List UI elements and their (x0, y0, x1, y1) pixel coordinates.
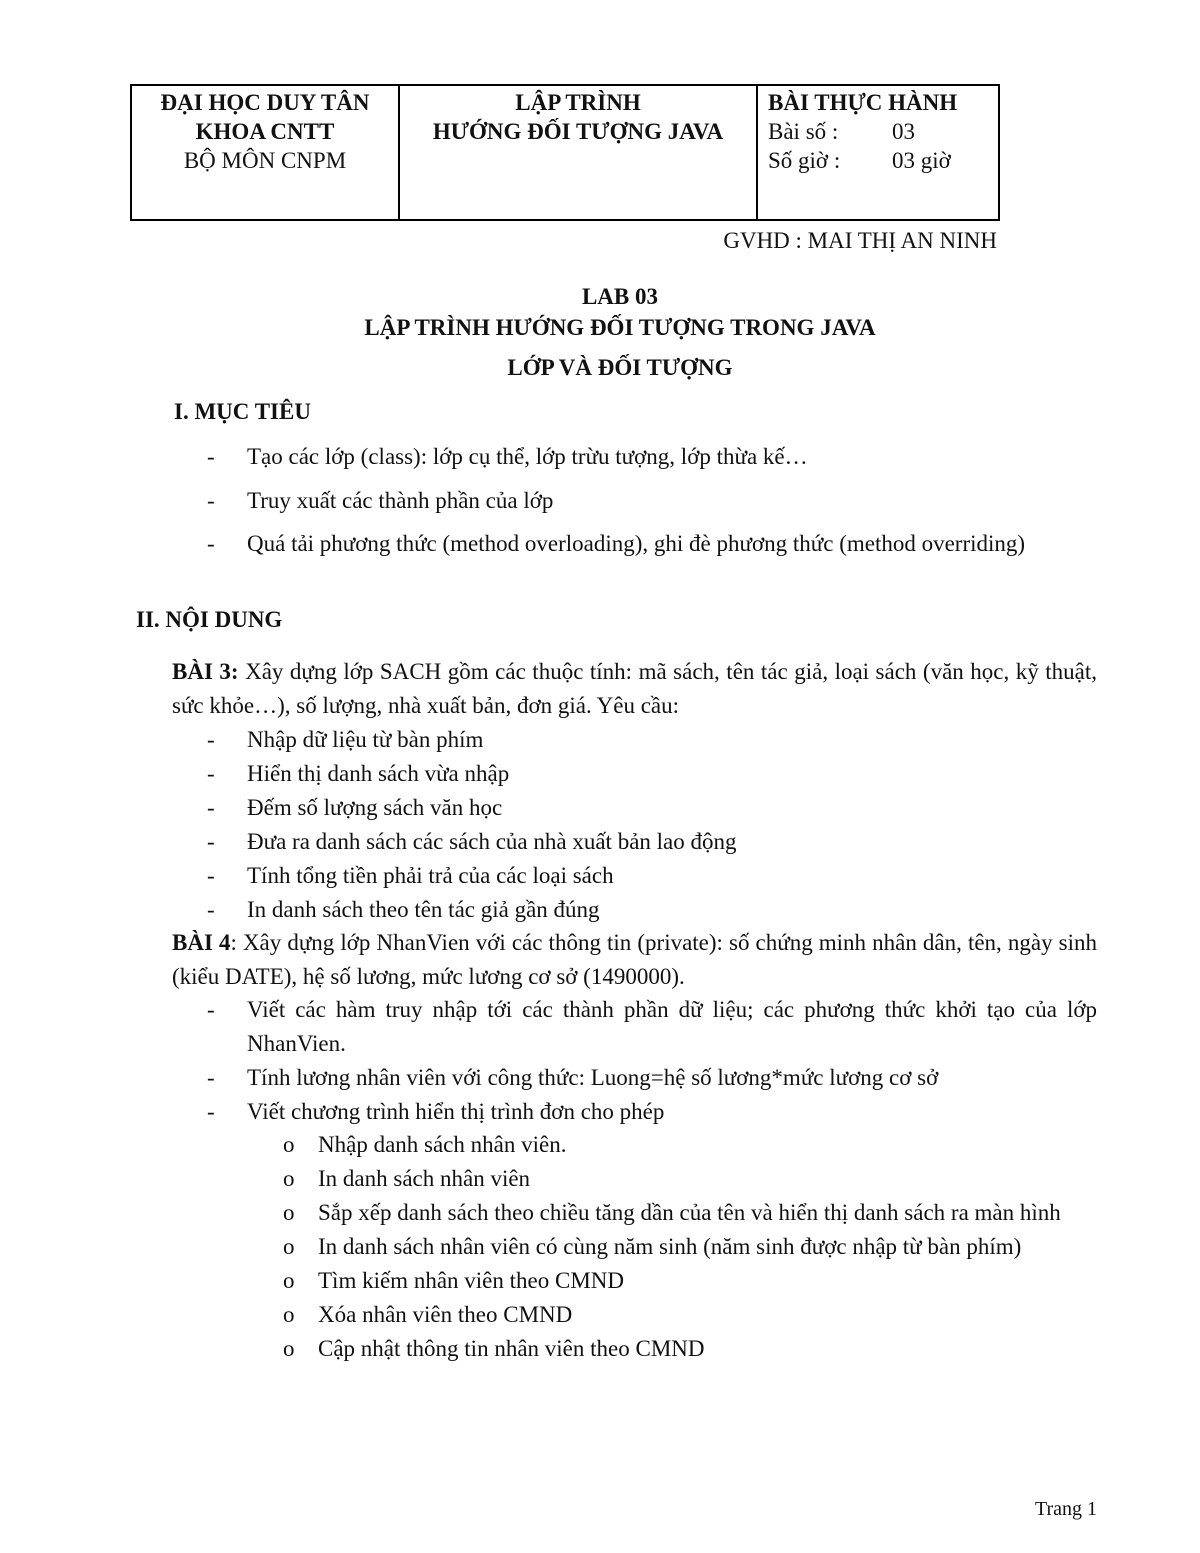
list-item: - Đưa ra danh sách các sách của nhà xuất bản lao động (207, 825, 1097, 859)
lab-hours-row (768, 146, 998, 175)
exercise-3-text: Xây dựng lớp SACH gồm các thuộc tính: mã sách, tên tác giả, loại sách (văn học, kỹ thuật, sức khỏe…), số lượng, nhà xuất bản, đơn giá. Yêu cầu: (172, 659, 1098, 718)
exercise-3-requirements (207, 723, 1097, 927)
lab-hours-label: Số giờ : (768, 148, 841, 173)
university-name: ĐẠI HỌC DUY TÂN (160, 90, 370, 115)
list-item: - Quá tải phương thức (method overloading), ghi đè phương thức (method overriding) (207, 528, 1097, 560)
list-item: o Tìm kiếm nhân viên theo CMND (283, 1264, 1097, 1298)
list-item: o Xóa nhân viên theo CMND (283, 1298, 1097, 1332)
header-table (130, 84, 1000, 221)
course-line2: HƯỚNG ĐỐI TƯỢNG JAVA (432, 119, 724, 144)
exercise-4-text: : Xây dựng lớp NhanVien với các thông tin (private): số chứng minh nhân dân, tên, ngày sinh (kiểu DATE), hệ số lương, mức lương cơ sở (1490000). (172, 930, 1097, 989)
lab-hours-value: 03 giờ (892, 148, 951, 173)
list-item: - In danh sách theo tên tác giả gần đúng (207, 893, 1097, 927)
exercise-4-label: BÀI 4 (172, 930, 231, 955)
list-item: - Tính tổng tiền phải trả của các loại sách (207, 859, 1097, 893)
menu-options-list (283, 1128, 1097, 1366)
exercise-4-requirements (207, 993, 1097, 1129)
list-item: - Tính lương nhân viên với công thức: Luong=hệ số lương*mức lương cơ sở (207, 1061, 1097, 1095)
list-item: o Sắp xếp danh sách theo chiều tăng dần của tên và hiển thị danh sách ra màn hình (283, 1196, 1097, 1230)
faculty-name: KHOA CNTT (195, 119, 335, 144)
instructor-line: GVHD : MAI THỊ AN NINH (723, 228, 997, 253)
lab-title: LAB 03 (581, 284, 659, 309)
list-item: o In danh sách nhân viên có cùng năm sinh (năm sinh được nhập từ bàn phím) (283, 1230, 1097, 1264)
list-item: - Viết chương trình hiển thị trình đơn cho phép (207, 1095, 1097, 1129)
list-item: o Nhập danh sách nhân viên. (283, 1128, 1097, 1162)
page-number: Trang 1 (1034, 1498, 1097, 1520)
objectives-list (207, 440, 1097, 560)
list-item: o Cập nhật thông tin nhân viên theo CMND (283, 1332, 1097, 1366)
department-name: BỘ MÔN CNPM (183, 148, 347, 173)
list-item: - Tạo các lớp (class): lớp cụ thể, lớp trừu tượng, lớp thừa kế… (207, 440, 1097, 474)
lab-topic: LỚP VÀ ĐỐI TƯỢNG (507, 355, 733, 380)
lab-subtitle: LẬP TRÌNH HƯỚNG ĐỐI TƯỢNG TRONG JAVA (364, 315, 876, 340)
lab-number-label: Bài số : (768, 119, 839, 144)
exercise-4-description (172, 926, 1097, 994)
lab-heading: BÀI THỰC HÀNH (768, 90, 958, 115)
section-content-heading: II. NỘI DUNG (136, 607, 283, 632)
list-item: o In danh sách nhân viên (283, 1162, 1097, 1196)
header-lab-cell (758, 86, 998, 219)
list-item: - Viết các hàm truy nhập tới các thành phần dữ liệu; các phương thức khởi tạo của lớp NhanVien. (207, 993, 1097, 1061)
list-item: - Đếm số lượng sách văn học (207, 791, 1097, 825)
section-objectives-heading: I. MỤC TIÊU (174, 399, 311, 424)
list-item: - Hiển thị danh sách vừa nhập (207, 757, 1097, 791)
list-item: - Truy xuất các thành phần của lớp (207, 484, 1097, 518)
list-item: - Nhập dữ liệu từ bàn phím (207, 723, 1097, 757)
header-course-cell (400, 86, 758, 219)
lab-number-value: 03 (892, 119, 915, 144)
course-line1: LẬP TRÌNH (515, 90, 641, 115)
exercise-3-label: BÀI 3: (172, 659, 239, 684)
lab-number-row (768, 117, 998, 146)
exercise-3-description (172, 655, 1097, 723)
header-university-cell (132, 86, 400, 219)
